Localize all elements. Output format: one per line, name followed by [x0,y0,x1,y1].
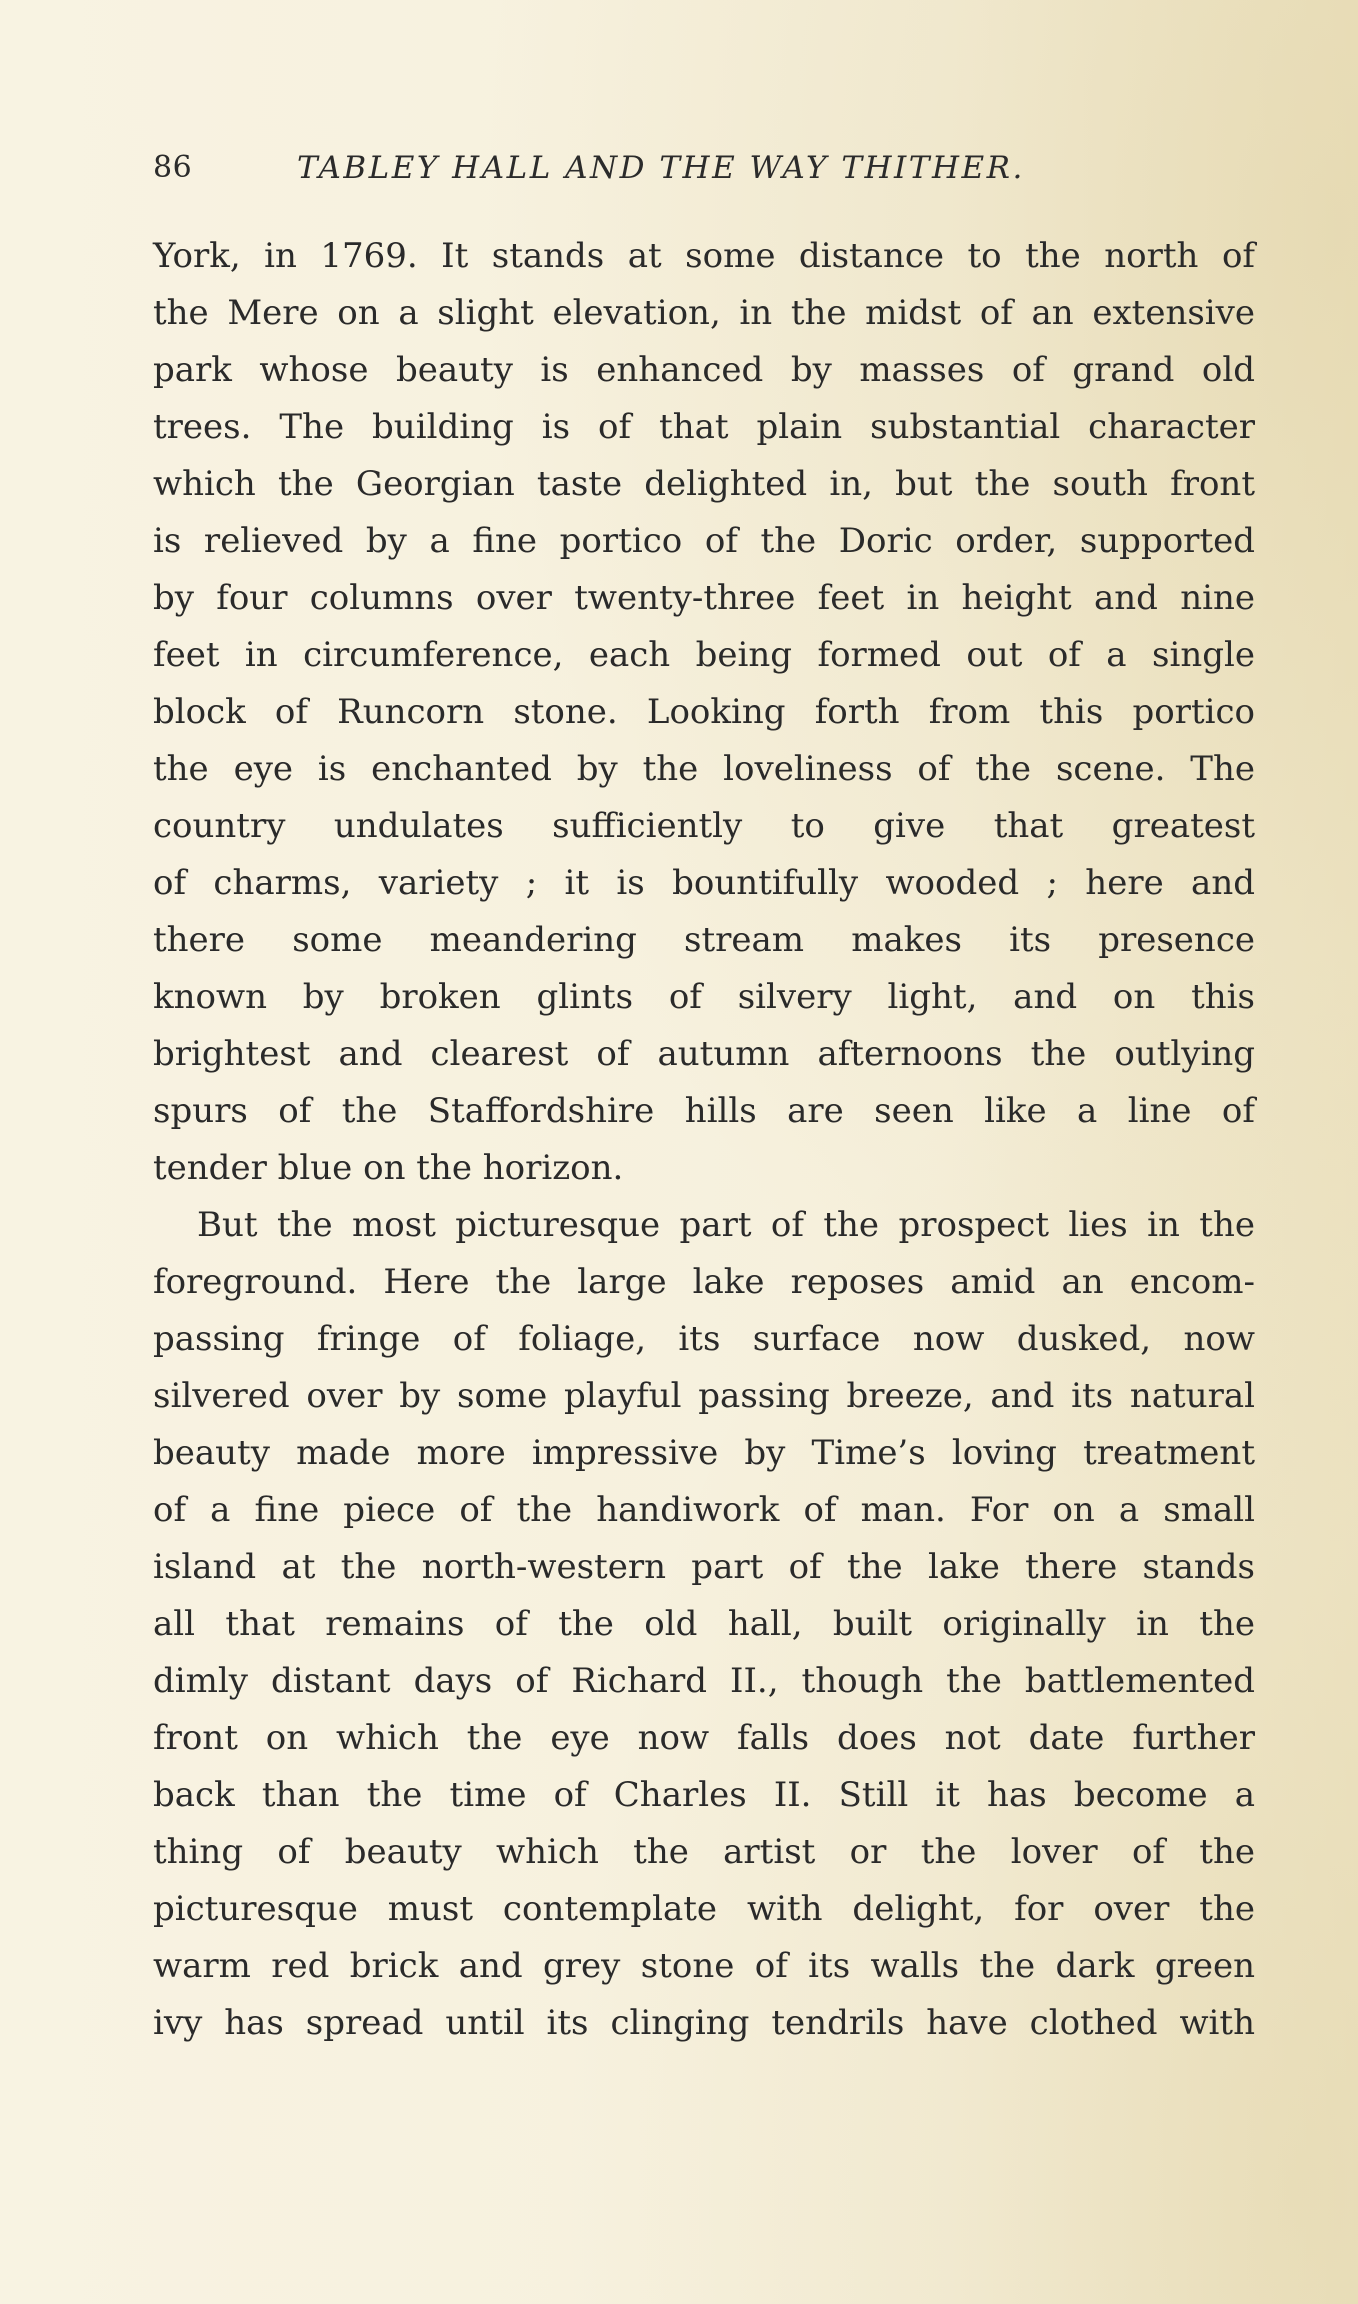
paragraph-start-line: But the most picturesque part of the prospect lies in the [197,1205,1255,1245]
text-line: dimly distant days of Richard II., though the battlemented [153,1661,1255,1701]
text-line: the eye is enchanted by the loveliness of the scene. The [153,749,1255,789]
text-line: warm red brick and grey stone of its walls the dark green [153,1946,1255,1986]
text-line: foreground. Here the large lake reposes amid an encom- [153,1262,1255,1302]
text-line: is relieved by a fine portico of the Doric order, supported [153,521,1255,561]
text-line: picturesque must contemplate with delight, for over the [153,1889,1255,1929]
text-line: trees. The building is of that plain substantial character [153,407,1255,447]
text-line: feet in circumference, each being formed out of a single [153,635,1255,675]
text-line: which the Georgian taste delighted in, but the south front [153,464,1255,504]
text-line: York, in 1769. It stands at some distance to the north of [153,236,1255,276]
text-line: front on which the eye now falls does not date further [153,1718,1255,1758]
text-line: all that remains of the old hall, built originally in the [153,1604,1255,1644]
text-line: block of Runcorn stone. Looking forth from this portico [153,692,1255,732]
text-line: by four columns over twenty-three feet in height and nine [153,578,1255,618]
text-line: of charms, variety ; it is bountifully wooded ; here and [153,863,1255,903]
text-line: there some meandering stream makes its presence [153,920,1255,960]
text-line: brightest and clearest of autumn afternoons the outlying [153,1034,1255,1074]
page-header [153,150,1253,200]
text-line: spurs of the Staffordshire hills are seen like a line of [153,1091,1255,1131]
paragraph-end-line: tender blue on the horizon. [153,1148,624,1188]
text-line: passing fringe of foliage, its surface now dusked, now [153,1319,1255,1359]
text-line: island at the north-western part of the lake there stands [153,1547,1255,1587]
text-line: ivy has spread until its clinging tendrils have clothed with [153,2003,1255,2043]
text-line: country undulates sufficiently to give that greatest [153,806,1255,846]
body-text [153,228,1255,2052]
text-line: of a fine piece of the handiwork of man. For on a small [153,1490,1255,1530]
running-title: TABLEY HALL AND THE WAY THITHER. [297,150,1025,186]
text-line: the Mere on a slight elevation, in the midst of an extensive [153,293,1255,333]
text-line: known by broken glints of silvery light, and on this [153,977,1255,1017]
text-line: beauty made more impressive by Time’s loving treatment [153,1433,1255,1473]
text-line: silvered over by some playful passing breeze, and its natural [153,1376,1255,1416]
page-number: 86 [153,150,193,185]
text-line: back than the time of Charles II. Still it has become a [153,1775,1255,1815]
text-line: thing of beauty which the artist or the lover of the [153,1832,1255,1872]
text-line: park whose beauty is enhanced by masses of grand old [153,350,1255,390]
